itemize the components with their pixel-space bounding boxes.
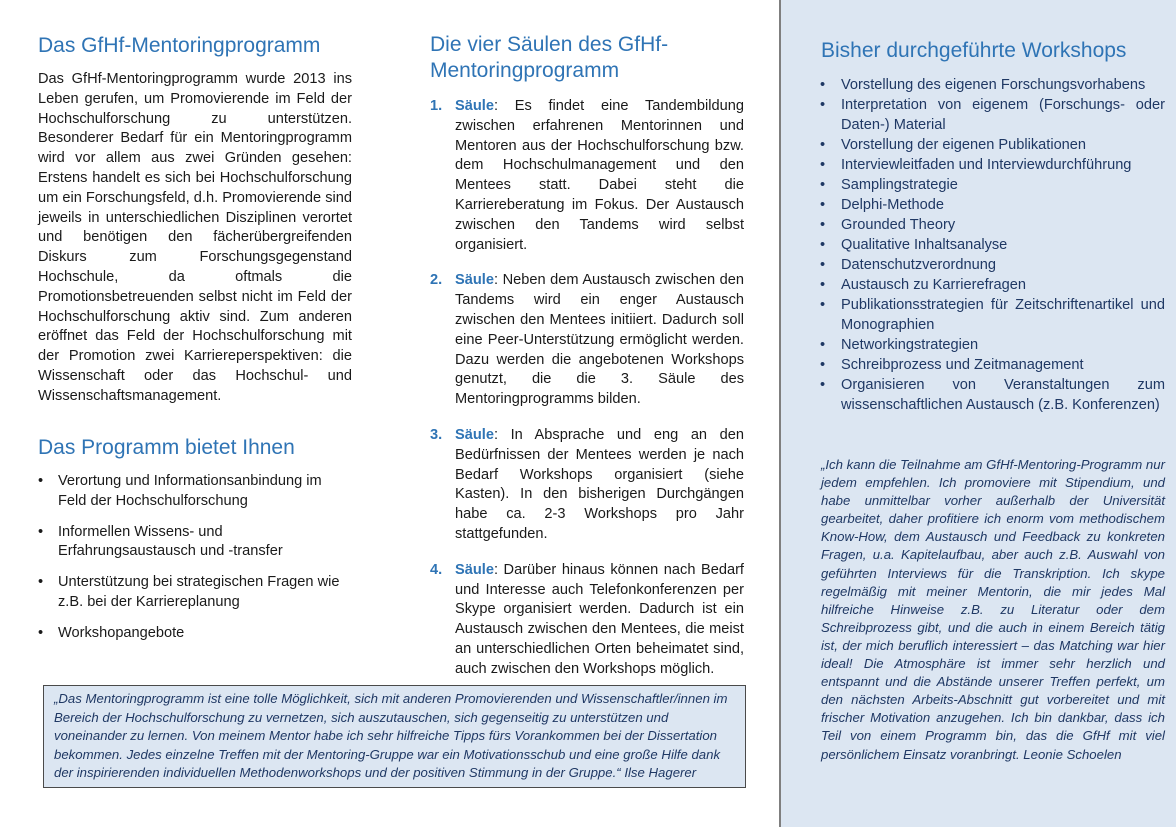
testimonial-schoelen: „Ich kann die Teilnahme am GfHf-Mentoring-Programm nur jedem empfehlen. Ich promoviere mit Stipendium, und habe unmittelbar vorher außerhalb der Universität gearbeitet, daher profitiere ich enorm vom methodischem Know-How, dem Austausch und Feedback zu konkreten Fragen, u.a. Kapitelaufbau, aber auch z.B. Auswahl von geführten Interviews für die Transkription. Ich skype regelmäßig mit meiner Mentorin, die mir jedes Mal hilfreiche Hinweise z.B. zu Literatur oder dem Schreibprozess gibt, und die auch in einem Bereich tätig ist, der mich beruflich interessiert – das Matching war hier ideal! Die Atmosphäre ist immer sehr herzlich und entspannt und die Abstände unserer Treffen perfekt, um den nächsten Arbeits-Abschnitt gut vorbereitet und mit frischer Motivation anzugehen. Ich bin dankbar, dass ich Teil von einem Programm bin, das die GfHf mit viel persönlichem Einsatz voranbringt. Leonie Schoelen: [821, 457, 1165, 762]
workshop-item: • Organisieren von Veranstaltungen zum wissenschaftlichen Austausch (z.B. Konferenzen): [820, 375, 1165, 415]
offer-item: • Informellen Wissens- und Erfahrungsaustausch und -transfer: [38, 523, 348, 563]
workshop-list: [820, 75, 1165, 415]
section-heading-program: Das GfHf-Mentoringprogramm: [38, 34, 321, 57]
pillar-text: : Darüber hinaus können nach Bedarf und Interesse auch Telefonkonferenzen per Skype organisiert werden. Dadurch ist ein Austausch zwischen den Mentees, die meist an unterschiedlichen Orten beheimatet sind, auch zwischen den Workshops möglich.: [455, 561, 744, 677]
workshop-item: • Grounded Theory: [820, 215, 1165, 235]
pillar-number: 2.: [430, 272, 443, 289]
pillar-text: : In Absprache und eng an den Bedürfnissen der Mentees werden je nach Bedarf Workshops organisiert (siehe Kasten). In den bisherigen Durchgängen habe ca. 2-3 Workshops pro Jahr stattgefunden.: [455, 426, 744, 542]
testimonial-box-hagerer: „Das Mentoringprogramm ist eine tolle Möglichkeit, sich mit anderen Promovierenden und Wissenschaftler/innen im Bereich der Hochschulforschung zu vernetzen, sich auszutauschen, sich gegenseitig zu unterstützen und voneinander zu lernen. Von meinem Mentor habe ich sehr hilfreiche Tipps fürs Vorankommen bei der Dissertation bekommen. Jedes einzelne Treffen mit der Mentoring-Gruppe war ein Motivationsschub und eine große Hilfe dank der inspirierenden individuellen Methodenworkshops und der positiven Stimmung in der Gruppe.“ Ilse Hagerer: [43, 685, 746, 788]
workshop-item: • Delphi-Methode: [820, 195, 1165, 215]
offer-item: • Workshopangebote: [38, 624, 348, 644]
pillar-item: [430, 97, 744, 255]
workshop-item: • Interpretation von eigenem (Forschungs- oder Daten-) Material: [820, 95, 1165, 135]
pillar-item: [430, 561, 744, 680]
pillar-name: Säule: [455, 426, 494, 443]
pillar-list: [430, 97, 744, 696]
workshop-item: • Vorstellung des eigenen Forschungsvorhabens: [820, 75, 1165, 95]
workshop-item: • Samplingstrategie: [820, 175, 1165, 195]
section-heading-offers: Das Programm bietet Ihnen: [38, 436, 295, 459]
pillar-text: : Es findet eine Tandembildung zwischen erfahrenen Mentorinnen und Mentoren aus der Hochschulforschung bzw. dem Hochschulmanagement und den Mentees statt. Dabei steht die Karriereberatung im Fokus. Der Austausch zwischen den Tandems wird selbst organisiert.: [455, 98, 744, 253]
pillar-number: 3.: [430, 426, 443, 443]
offer-item: • Verortung und Informationsanbindung im Feld der Hochschulforschung: [38, 472, 348, 512]
pillar-text: : Neben dem Austausch zwischen den Tandems wird ein enger Austausch zwischen den Mentees initiiert. Dadurch soll eine Peer-Unterstützung ermöglicht werden. Dazu werden die angebotenen Workshops genutzt, die die 3. Säule des Mentoringprogramms bilden.: [455, 272, 744, 408]
workshop-item: • Networkingstrategien: [820, 335, 1165, 355]
workshop-item: • Vorstellung der eigenen Publikationen: [820, 135, 1165, 155]
pillar-item: [430, 271, 744, 410]
workshop-item: • Interviewleitfaden und Interviewdurchführung: [820, 155, 1165, 175]
pillar-name: Säule: [455, 272, 494, 289]
section-heading-workshops: Bisher durchgeführte Workshops: [821, 39, 1127, 62]
workshop-item: • Austausch zu Karrierefragen: [820, 275, 1165, 295]
offer-list: [38, 472, 348, 655]
workshop-item: • Schreibprozess und Zeitmanagement: [820, 355, 1165, 375]
pillar-item: [430, 426, 744, 545]
workshop-item: • Datenschutzverordnung: [820, 255, 1165, 275]
pillar-name: Säule: [455, 561, 494, 578]
workshop-item: • Qualitative Inhaltsanalyse: [820, 235, 1165, 255]
pillar-number: 4.: [430, 561, 443, 578]
program-intro-text: Das GfHf-Mentoringprogramm wurde 2013 ins Leben gerufen, um Promovierende im Feld der Hochschulforschung zu unterstützen. Besonderer Bedarf für ein Mentoringprogramm wird vor allem aus zwei Gründen gesehen: Erstens handelt es sich bei Hochschulforschung um ein Forschungsfeld, d.h. Promovierende sind jeweils in unterschiedlichen Disziplinen verortet und benötigen den fächerübergreifenden Diskurs zum Forschungsgegenstand Hochschule, da oftmals die Promotionsbetreuenden selbst nicht im Feld der Hochschulforschung aktiv sind. Zum anderen eröffnet das Feld der Hochschulforschung mit der Promotion zwei Karriereperspektiven: die Wissenschaft oder das Hochschul- und Wissenschaftsmanagement.: [38, 71, 352, 404]
pillar-name: Säule: [455, 98, 494, 114]
workshop-item: • Publikationsstrategien für Zeitschriftenartikel und Monographien: [820, 295, 1165, 335]
section-heading-pillars: Die vier Säulen des GfHf-Mentoringprogramm: [430, 33, 669, 82]
workshops-panel: [779, 0, 1176, 827]
offer-item: • Unterstützung bei strategischen Fragen wie z.B. bei der Karriereplanung: [38, 573, 348, 613]
pillar-number: 1.: [430, 98, 443, 114]
